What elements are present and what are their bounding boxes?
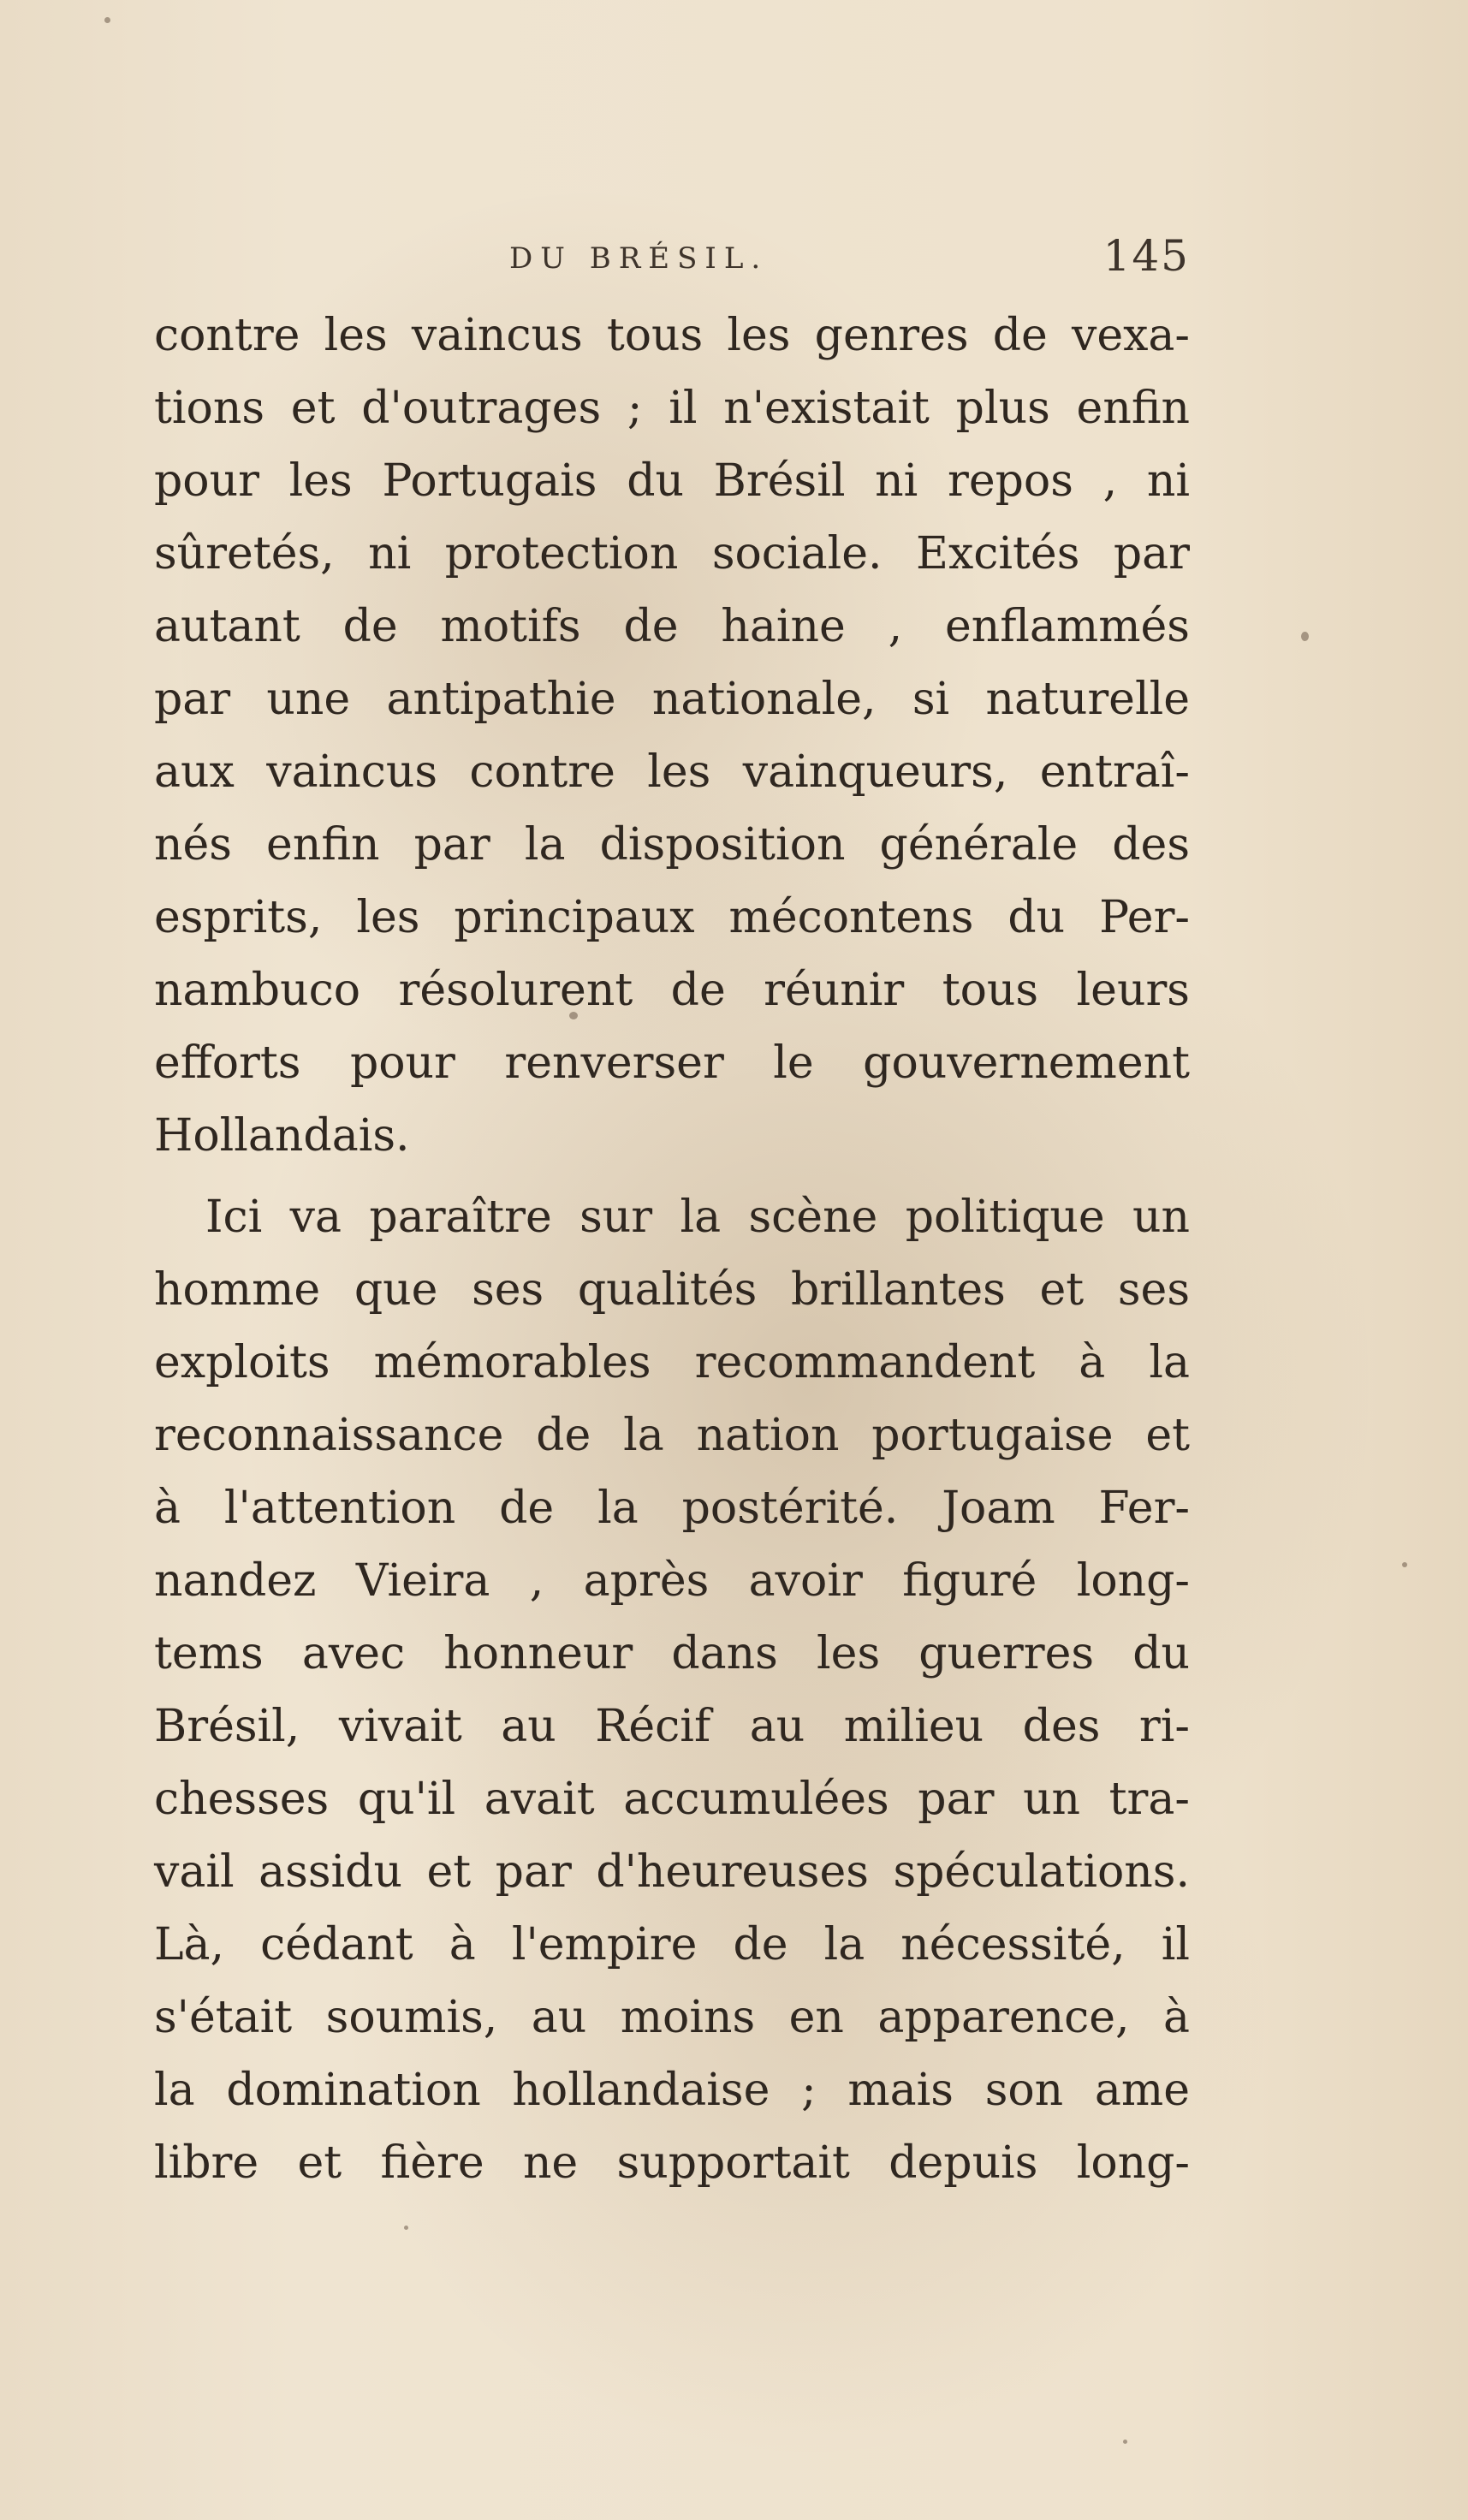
text-line: Brésil, vivait au Récif au milieu des ri-	[154, 1701, 1190, 1752]
text-line: tems avec honneur dans les guerres du	[154, 1628, 1190, 1679]
running-head	[154, 231, 1190, 291]
text-line: nandez Vieira , après avoir figuré long-	[154, 1555, 1190, 1607]
text-line: aux vaincus contre les vainqueurs, entraî-	[154, 746, 1190, 798]
text-line: la domination hollandaise ; mais son ame	[154, 2065, 1190, 2116]
text-line: libre et fière ne supportait depuis long-	[154, 2137, 1190, 2189]
text-line: Hollandais.	[154, 1110, 410, 1162]
text-line: homme que ses qualités brillantes et ses	[154, 1264, 1190, 1316]
text-line: à l'attention de la postérité. Joam Fer-	[154, 1483, 1190, 1534]
page-number: 145	[1102, 231, 1190, 281]
text-line: tions et d'outrages ; il n'existait plus enfin	[154, 383, 1190, 434]
text-line: s'était soumis, au moins en apparence, à	[154, 1992, 1190, 2043]
foxing-spot	[1402, 1562, 1407, 1567]
foxing-spot	[1123, 2440, 1127, 2444]
text-line: pour les Portugais du Brésil ni repos , ni	[154, 455, 1190, 507]
body-text	[154, 300, 1190, 2200]
text-line: Ici va paraître sur la scène politique un	[205, 1192, 1190, 1243]
foxing-spot	[1301, 632, 1309, 641]
text-line: nambuco résolurent de réunir tous leurs	[154, 965, 1190, 1016]
text-line: reconnaissance de la nation portugaise et	[154, 1410, 1190, 1461]
foxing-spot	[404, 2226, 408, 2230]
text-line: autant de motifs de haine , enflammés	[154, 601, 1190, 652]
text-line: Là, cédant à l'empire de la nécessité, il	[154, 1919, 1190, 1970]
text-line: esprits, les principaux mécontens du Per-	[154, 892, 1190, 943]
text-line: efforts pour renverser le gouvernement	[154, 1037, 1190, 1089]
text-line: contre les vaincus tous les genres de vexa-	[154, 310, 1190, 361]
text-line: chesses qu'il avait accumulées par un tra-	[154, 1774, 1190, 1825]
text-line: sûretés, ni protection sociale. Excités par	[154, 528, 1190, 579]
text-line: exploits mémorables recommandent à la	[154, 1337, 1190, 1388]
text-line: vail assidu et par d'heureuses spéculations.	[154, 1846, 1190, 1898]
running-title: DU BRÉSIL.	[509, 241, 769, 276]
text-line: nés enfin par la disposition générale des	[154, 819, 1190, 871]
text-line: par une antipathie nationale, si naturelle	[154, 674, 1190, 725]
foxing-spot	[104, 17, 110, 23]
